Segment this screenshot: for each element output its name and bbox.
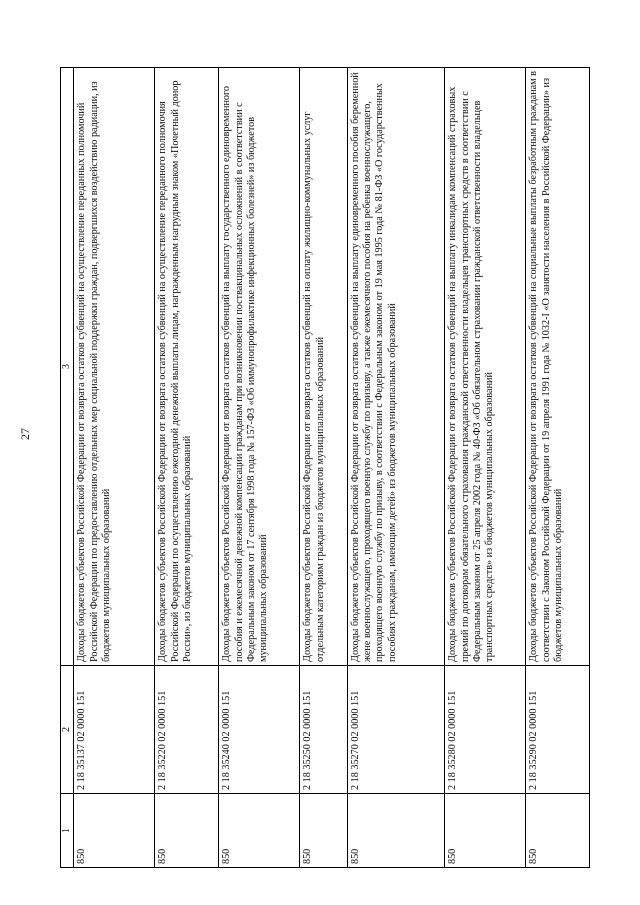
- table-row: [300, 68, 347, 868]
- budget-code-cell: 2 18 35220 02 0000 151: [155, 666, 219, 794]
- admin-code-cell: 850: [445, 794, 526, 868]
- revenue-codes-table: [60, 67, 590, 868]
- table-row: [74, 68, 155, 868]
- header-col-2: 2: [61, 666, 74, 794]
- budget-code-cell: 2 18 35290 02 0000 151: [526, 666, 590, 794]
- budget-code-cell: 2 18 35240 02 0000 151: [219, 666, 300, 794]
- header-col-1: 1: [61, 794, 74, 868]
- description-cell: Доходы бюджетов субъектов Российской Федерации от возврата остатков субвенций на осуществление переданного полномочия Российской Федерации по осуществлению ежегодной денежной выплаты лицам, награжденным нагрудным знаком «Почетный донор России», из бюджетов муниципальных образований: [155, 68, 219, 666]
- page-number: 27: [18, 428, 32, 440]
- description-cell: Доходы бюджетов субъектов Российской Федерации от возврата остатков субвенций на выплату государственного единовременного пособия и ежемесячной денежной компенсации гражданам при возникновении поствакцинальных осложнений в соответствии с Федеральным законом от 17 сентября 1998 года № 157-ФЗ «Об иммунопрофилактике инфекционных болезней» из бюджетов муниципальных образований: [219, 68, 300, 666]
- table-row: [155, 68, 219, 868]
- admin-code-cell: 850: [526, 794, 590, 868]
- admin-code-cell: 850: [219, 794, 300, 868]
- budget-code-cell: 2 18 35280 02 0000 151: [445, 666, 526, 794]
- table-row: [445, 68, 526, 868]
- description-cell: Доходы бюджетов субъектов Российской Федерации от возврата остатков субвенций на выплату инвалидам компенсаций страховых премий по договорам обязательного страхования гражданской ответственности владельцев транспортных средств в соответствии с Федеральным законом от 25 апреля 2002 года № 40-ФЗ «Об обязательном страховании гражданской ответственности владельцев транспортных средств» из бюджетов муниципальных образований: [445, 68, 526, 666]
- description-cell: Доходы бюджетов субъектов Российской Федерации от возврата остатков субвенций на выплату единовременного пособия беременной жене военнослужащего, проходящего военную службу по призыву, а также ежемесячного пособия на ребенка военнослужащего, проходящего военную службу по призыву, в соответствии с Федеральным законом от 19 мая 1995 года № 81-ФЗ «О государственных пособиях гражданам, имеющим детей» из бюджетов муниципальных образований: [347, 68, 445, 666]
- table-header-row: [61, 68, 74, 868]
- description-cell: Доходы бюджетов субъектов Российской Федерации от возврата остатков субвенций на осуществление переданных полномочий Российской Федерации по предоставлению отдельных мер социальной поддержки граждан, подвергшихся воздействию радиации, из бюджетов муниципальных образований: [74, 68, 155, 666]
- table-row: [219, 68, 300, 868]
- description-cell: Доходы бюджетов субъектов Российской Федерации от возврата остатков субвенций на социальные выплаты безработным гражданам в соответствии с Законом Российской Федерации от 19 апреля 1991 года № 1032-I «О занятости населения в Российской Федерации» из бюджетов муниципальных образований: [526, 68, 590, 666]
- budget-code-cell: 2 18 35270 02 0000 151: [347, 666, 445, 794]
- admin-code-cell: 850: [347, 794, 445, 868]
- admin-code-cell: 850: [300, 794, 347, 868]
- header-col-3: 3: [61, 68, 74, 666]
- description-cell: Доходы бюджетов субъектов Российской Федерации от возврата остатков субвенций на оплату жилищно-коммунальных услуг отдельным категориям граждан из бюджетов муниципальных образований: [300, 68, 347, 666]
- admin-code-cell: 850: [155, 794, 219, 868]
- budget-code-cell: 2 18 35137 02 0000 151: [74, 666, 155, 794]
- rotated-table-container: [60, 68, 590, 868]
- admin-code-cell: 850: [74, 794, 155, 868]
- table-row: [526, 68, 590, 868]
- budget-code-cell: 2 18 35250 02 0000 151: [300, 666, 347, 794]
- table-row: [347, 68, 445, 868]
